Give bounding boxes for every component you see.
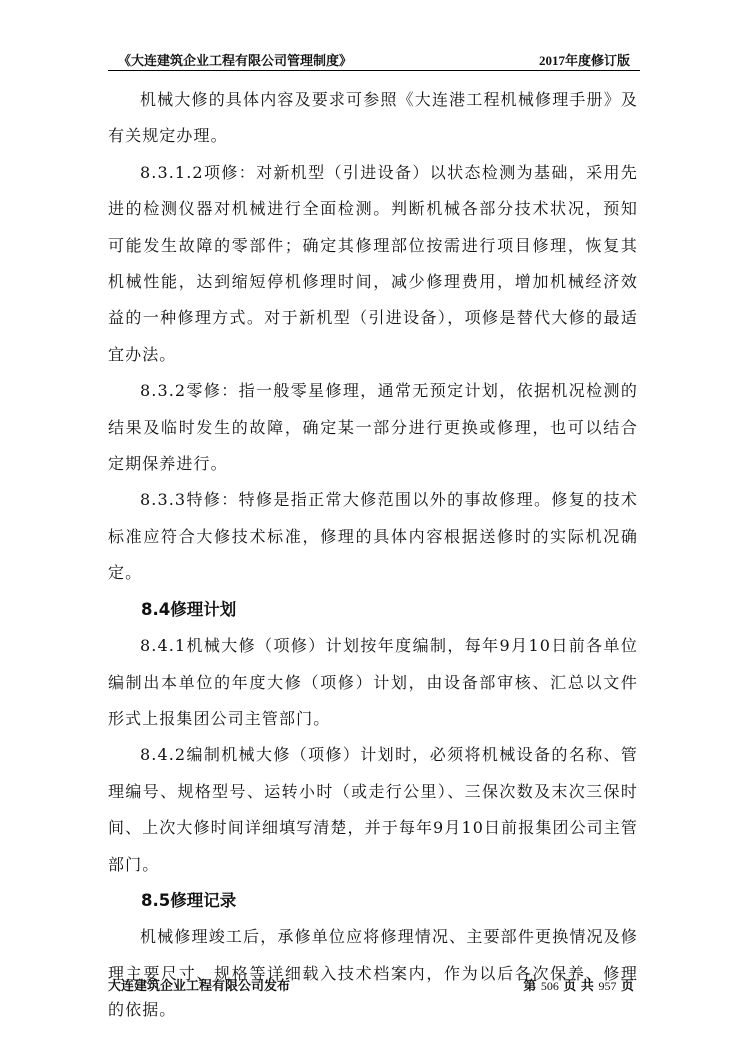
page-prefix: 第 bbox=[523, 979, 537, 994]
paragraph-special-repair: 8.3.3特修：特修是指正常大修范围以外的事故修理。修复的技术标准应符合大修技术标准，修理的具体内容根据送修时的实际机况确定。 bbox=[108, 490, 638, 583]
paragraph-minor-repair: 8.3.2零修：指一般零星修理，通常无预定计划，依据机况检测的结果及临时发生的故障，确定某一部分进行更换或修理，也可以结合定期保养进行。 bbox=[108, 381, 638, 474]
page-header bbox=[108, 48, 640, 71]
publisher-label: 大连建筑企业工程有限公司发布 bbox=[108, 979, 291, 994]
section-heading-repair-plan: 8.4修理计划 bbox=[141, 599, 237, 619]
page-suffix: 页 bbox=[620, 979, 634, 994]
paragraph-plan-details: 8.4.2编制机械大修（项修）计划时，必须将机械设备的名称、管理编号、规格型号、运转小时（或走行公里）、三保次数及末次三保时间、上次大修时间详细填写清楚，并于每年9月10日前报集团公司主管部门。 bbox=[108, 745, 638, 874]
edition-label: 2017年度修订版 bbox=[538, 53, 630, 68]
page-total: 957 bbox=[598, 979, 617, 993]
paragraph-overhaul-reference: 机械大修的具体内容及要求可参照《大连港工程机械修理手册》及有关规定办理。 bbox=[108, 90, 638, 146]
paragraph-annual-plan: 8.4.1机械大修（项修）计划按年度编制，每年9月10日前各单位编制出本单位的年度大修（项修）计划，由设备部审核、汇总以文件形式上报集团公司主管部门。 bbox=[108, 636, 638, 728]
document-title: 《大连建筑企业工程有限公司管理制度》 bbox=[118, 53, 353, 68]
page-body bbox=[108, 82, 638, 1029]
page-mid: 页 共 bbox=[563, 979, 594, 994]
paragraph-item-repair: 8.3.1.2项修：对新机型（引进设备）以状态检测为基础，采用先进的检测仪器对机械进行全面检测。判断机械各部分技术状况，预知可能发生故障的零部件；确定其修理部位按需进行项目修理，恢复其机械性能，达到缩短停机修理时间，减少修理费用，增加机械经济效益的一种修理方式。对于新机型（引进设备），项修是替代大修的最适宜办法。 bbox=[108, 162, 638, 364]
section-heading-repair-records: 8.5修理记录 bbox=[141, 890, 237, 910]
page-current: 506 bbox=[540, 979, 559, 993]
page-number bbox=[523, 975, 634, 994]
paragraph-records: 机械修理竣工后，承修单位应将修理情况、主要部件更换情况及修理主要尺寸、规格等详细载入技术档案内，作为以后各次保养、修理的依据。 bbox=[108, 927, 638, 1020]
